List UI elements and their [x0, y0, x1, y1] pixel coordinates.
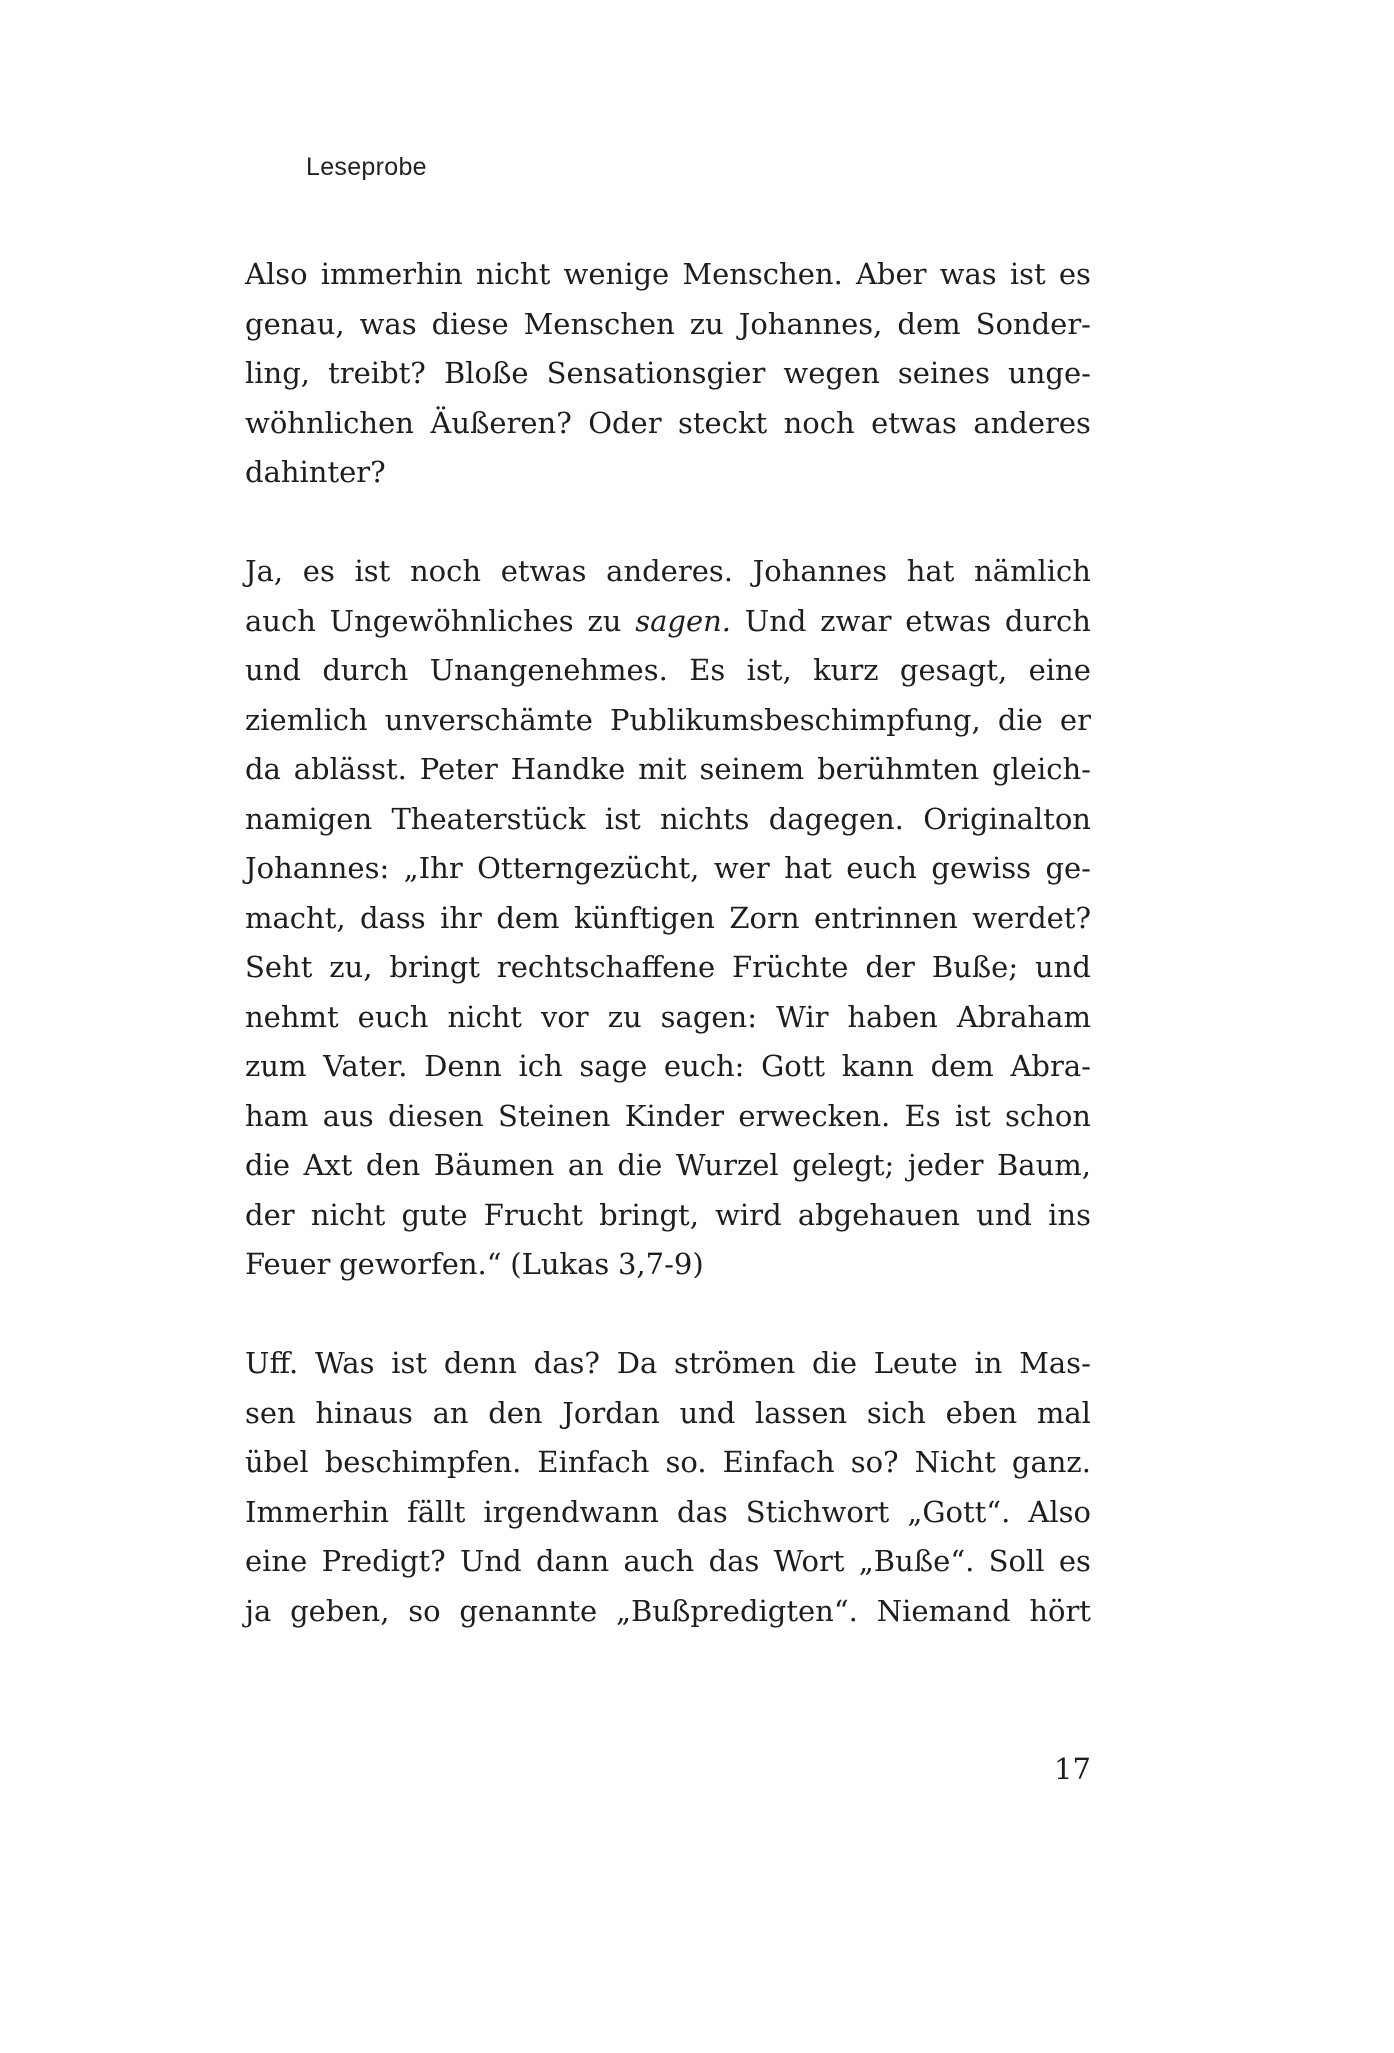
word: Wurzel: [675, 1148, 779, 1182]
word: wöhnlichen: [245, 405, 414, 440]
word: Immerhin: [245, 1494, 390, 1529]
word: „Gott“.: [907, 1494, 1011, 1529]
word: Steinen: [498, 1098, 611, 1133]
word: erwecken.: [738, 1098, 891, 1133]
word: Zorn: [729, 900, 800, 935]
word: euch: [357, 999, 429, 1034]
word: etwas: [871, 405, 957, 440]
word: das: [677, 1494, 728, 1529]
word: Seht: [245, 950, 313, 984]
word: strömen: [674, 1346, 796, 1380]
word: ist,: [746, 653, 792, 687]
word: Oder: [588, 405, 662, 440]
word: dem: [897, 306, 961, 341]
word: „Buße“.: [858, 1544, 975, 1578]
word: eine: [1028, 653, 1091, 687]
text-line: [245, 646, 1091, 696]
word: eben: [945, 1395, 1018, 1430]
text-line: [245, 448, 1091, 498]
word: anderes.: [606, 554, 733, 588]
word: noch: [409, 554, 482, 588]
word: Originalton: [923, 801, 1091, 836]
word: dann: [535, 1544, 610, 1578]
word: ist: [391, 1346, 428, 1380]
word: Gott: [761, 1049, 826, 1083]
word: ziemlich: [245, 702, 368, 737]
word: die: [245, 1148, 291, 1182]
word: an: [567, 1148, 604, 1182]
word: was: [359, 306, 417, 341]
word: irgendwann: [483, 1494, 659, 1529]
text-line: [245, 1042, 1091, 1092]
word: so?: [850, 1445, 899, 1479]
word: diesen: [387, 1098, 484, 1133]
word: es: [302, 554, 335, 588]
word: Ja,: [245, 554, 284, 588]
word: dagegen.: [768, 801, 904, 836]
word: ja: [245, 1593, 272, 1628]
word: Sonder-: [975, 306, 1091, 341]
word: ins: [1048, 1197, 1091, 1232]
word: das: [708, 1544, 760, 1578]
word: fällt: [407, 1494, 466, 1529]
word: ham: [245, 1098, 309, 1133]
word: Axt: [303, 1148, 353, 1182]
page-body: [245, 250, 1091, 1686]
word: der: [865, 950, 915, 984]
word: schon: [1005, 1098, 1091, 1133]
word: nichts: [660, 801, 750, 836]
word: so: [408, 1593, 441, 1628]
word: werdet?: [972, 900, 1091, 935]
word: den: [488, 1395, 543, 1430]
word: Stichwort: [745, 1494, 890, 1529]
word: entrinnen: [813, 900, 958, 935]
word: den: [365, 1148, 421, 1182]
word: Denn: [424, 1049, 502, 1083]
word: geworfen.“: [339, 1247, 502, 1281]
word: gleich-: [991, 752, 1091, 786]
word: Feuer: [245, 1247, 331, 1281]
text-line: [245, 993, 1091, 1043]
word: lassen: [755, 1395, 848, 1430]
word: die: [997, 702, 1043, 737]
word: sagen.: [635, 603, 731, 638]
word: gesagt,: [899, 653, 1008, 687]
word: der: [245, 1197, 295, 1232]
word: hat: [784, 851, 832, 885]
word: auch: [245, 603, 316, 638]
word: ich: [518, 1049, 563, 1083]
word: rechtschaffene: [496, 950, 716, 984]
word: übel: [245, 1445, 309, 1479]
word: und: [976, 1197, 1032, 1232]
word: Handke: [510, 752, 626, 786]
word: Nicht: [914, 1445, 996, 1479]
word: jeder: [907, 1148, 984, 1182]
word: wenige: [563, 257, 670, 291]
text-line: [245, 1488, 1091, 1538]
word: Leute: [873, 1346, 958, 1380]
word: ablässt.: [293, 752, 407, 786]
word: (Lukas: [510, 1247, 610, 1281]
word: Soll: [988, 1544, 1045, 1578]
word: mal: [1036, 1395, 1091, 1430]
word: hinaus: [315, 1395, 413, 1430]
word: es: [1058, 257, 1091, 291]
word: die: [617, 1148, 663, 1182]
word: seinem: [699, 752, 805, 786]
word: nicht: [310, 1197, 386, 1232]
word: zu: [587, 603, 622, 638]
word: Äußeren?: [430, 405, 572, 440]
word: Es: [689, 653, 726, 687]
text-line: [245, 1092, 1091, 1142]
word: ist: [604, 801, 641, 836]
word: Also: [1028, 1494, 1091, 1529]
word: Frucht: [483, 1197, 583, 1232]
word: gute: [401, 1197, 468, 1232]
word: zwar: [820, 603, 892, 638]
word: dem: [496, 900, 560, 935]
paragraph: [245, 547, 1091, 1290]
word: Ungewöhnliches: [329, 603, 574, 638]
text-line: [245, 844, 1091, 894]
word: Uff.: [245, 1346, 299, 1380]
word: wird: [715, 1197, 782, 1232]
word: Und: [744, 603, 807, 638]
word: auch: [623, 1544, 695, 1578]
word: etwas: [905, 603, 992, 638]
word: zu,: [329, 950, 373, 984]
word: anderes: [973, 405, 1091, 440]
word: sagen:: [660, 999, 758, 1034]
word: ist: [954, 1098, 991, 1133]
word: Bäumen: [433, 1148, 555, 1182]
text-line: [245, 547, 1091, 597]
word: euch:: [663, 1049, 745, 1083]
word: da: [245, 752, 281, 786]
word: bringt,: [599, 1197, 699, 1232]
word: kann: [841, 1049, 914, 1083]
word: an: [432, 1395, 469, 1430]
text-line: [245, 1587, 1091, 1637]
word: Was: [315, 1346, 375, 1380]
word: eine: [245, 1544, 308, 1578]
text-line: [245, 250, 1091, 300]
word: noch: [783, 405, 855, 440]
word: Einfach: [537, 1445, 650, 1479]
word: Bloße: [443, 356, 529, 390]
text-line: [245, 300, 1091, 350]
text-line: [245, 943, 1091, 993]
word: immerhin: [320, 257, 463, 291]
word: zu: [607, 999, 642, 1034]
text-line: [245, 745, 1091, 795]
word: nicht: [475, 257, 551, 291]
word: Aber: [855, 257, 927, 291]
paragraph: [245, 250, 1091, 498]
word: Mas-: [1019, 1346, 1091, 1380]
word: nämlich: [974, 554, 1091, 588]
word: berühmten: [817, 752, 980, 786]
word: denn: [443, 1346, 517, 1380]
text-line: [245, 1389, 1091, 1439]
text-line: [245, 399, 1091, 449]
word: dem: [930, 1049, 994, 1083]
paragraph: [245, 1339, 1091, 1636]
word: seines: [897, 356, 990, 390]
word: genau,: [245, 306, 345, 341]
word: und: [245, 653, 301, 687]
word: steckt: [678, 405, 768, 440]
word: treibt?: [328, 356, 426, 390]
word: das?: [533, 1346, 600, 1380]
word: ge-: [1045, 851, 1091, 885]
word: mit: [638, 752, 687, 786]
word: Wort: [773, 1544, 845, 1578]
word: und: [679, 1395, 736, 1430]
word: nehmt: [245, 999, 339, 1034]
word: 3,7-9): [617, 1247, 704, 1281]
text-line: [245, 795, 1091, 845]
word: die: [812, 1346, 858, 1380]
word: ling,: [245, 356, 311, 390]
word: was: [939, 257, 997, 291]
text-line: [245, 1240, 1091, 1290]
word: Kinder: [624, 1098, 725, 1133]
word: namigen: [245, 801, 373, 836]
word: gelegt;: [792, 1148, 895, 1182]
word: Publikumsbeschimpfung,: [610, 702, 981, 737]
word: zum: [245, 1049, 307, 1083]
word: vor: [540, 999, 589, 1034]
word: in: [974, 1346, 1003, 1380]
word: ihr: [440, 900, 482, 935]
word: Johannes: [752, 554, 888, 588]
word: durch: [1004, 603, 1091, 638]
word: Peter: [419, 752, 498, 786]
word: „Bußpredigten“.: [615, 1593, 858, 1628]
text-line: [245, 894, 1091, 944]
word: Da: [616, 1346, 658, 1380]
word: wegen: [783, 356, 880, 390]
word: bringt: [389, 950, 480, 984]
word: macht,: [245, 900, 346, 935]
word: nicht: [447, 999, 522, 1034]
word: sen: [245, 1395, 296, 1430]
word: Johannes,: [738, 306, 883, 341]
text-line: [245, 1141, 1091, 1191]
word: Otterngezücht,: [477, 851, 700, 885]
word: Also: [245, 257, 308, 291]
text-line: [245, 1339, 1091, 1389]
word: dahinter?: [245, 455, 386, 489]
word: und: [1035, 950, 1091, 984]
word: Baum,: [997, 1148, 1091, 1182]
word: Predigt?: [321, 1544, 446, 1578]
word: diese: [431, 306, 509, 341]
running-header: Leseprobe: [306, 153, 427, 181]
word: Abraham: [956, 999, 1091, 1034]
word: Theaterstück: [391, 801, 586, 836]
word: gewiss: [931, 851, 1031, 885]
word: hört: [1029, 1593, 1091, 1628]
word: dass: [360, 900, 426, 935]
word: er: [1059, 702, 1091, 737]
word: künftigen: [573, 900, 715, 935]
text-line: [245, 1191, 1091, 1241]
word: genannte: [459, 1593, 598, 1628]
word: Unangenehmes.: [429, 653, 668, 687]
word: so.: [665, 1445, 707, 1479]
word: es: [1058, 1544, 1091, 1578]
word: Einfach: [722, 1445, 835, 1479]
text-line: [245, 696, 1091, 746]
word: „Ihr: [403, 851, 463, 885]
word: haben: [847, 999, 938, 1034]
text-line: [245, 349, 1091, 399]
word: zu: [689, 306, 724, 341]
word: Johannes:: [245, 851, 390, 885]
word: euch: [846, 851, 917, 885]
word: ganz.: [1011, 1445, 1091, 1479]
word: unverschämte: [384, 702, 593, 737]
word: kurz: [813, 653, 879, 687]
word: Früchte: [732, 950, 849, 984]
word: Wir: [776, 999, 829, 1034]
word: Und: [460, 1544, 522, 1578]
page-number: 17: [1054, 1752, 1091, 1786]
word: Buße;: [931, 950, 1019, 984]
word: wer: [713, 851, 770, 885]
word: sage: [579, 1049, 648, 1083]
word: ist: [1009, 257, 1046, 291]
word: beschimpfen.: [324, 1445, 522, 1479]
word: Vater.: [323, 1049, 408, 1083]
word: Menschen.: [682, 257, 843, 291]
word: geben,: [290, 1593, 390, 1628]
word: Sensationsgier: [546, 356, 766, 390]
word: etwas: [500, 554, 587, 588]
word: Menschen: [523, 306, 675, 341]
word: aus: [322, 1098, 374, 1133]
text-line: [245, 1438, 1091, 1488]
word: abgehauen: [797, 1197, 960, 1232]
word: unge-: [1008, 356, 1091, 390]
word: hat: [906, 554, 955, 588]
word: Abra-: [1010, 1049, 1091, 1083]
word: Jordan: [562, 1395, 660, 1430]
word: Niemand: [876, 1593, 1011, 1628]
text-line: [245, 597, 1091, 647]
text-line: [245, 1537, 1091, 1587]
word: Es: [904, 1098, 941, 1133]
word: durch: [322, 653, 409, 687]
word: ist: [354, 554, 391, 588]
word: sich: [866, 1395, 926, 1430]
